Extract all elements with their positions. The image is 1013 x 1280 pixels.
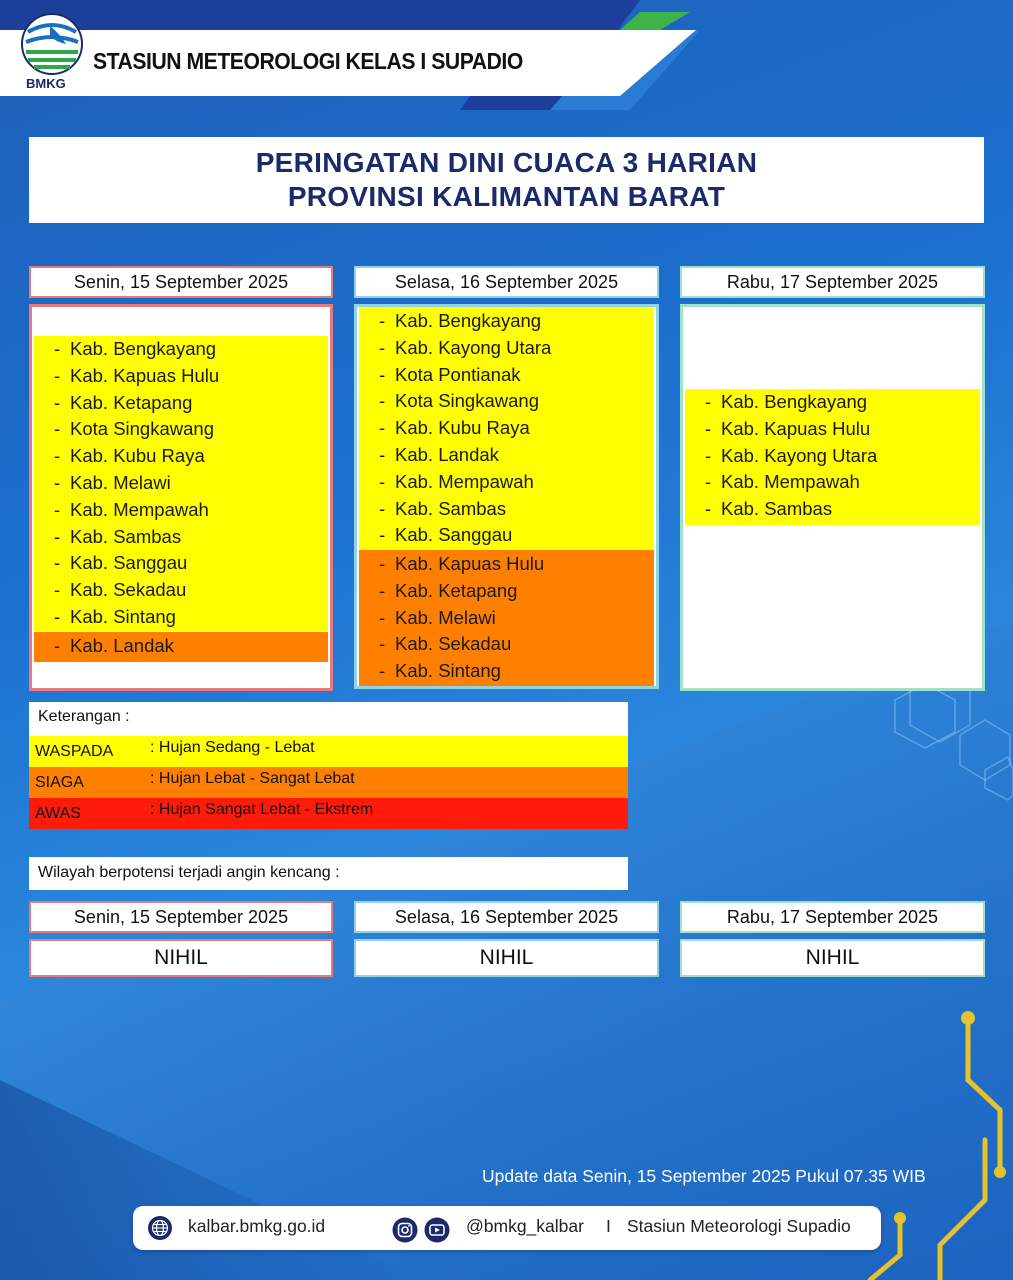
legend-desc: : Hujan Lebat - Sangat Lebat xyxy=(150,770,355,787)
legend-level: WASPADA xyxy=(35,743,114,760)
day-panel-1 xyxy=(29,304,333,691)
region-name: Kab. Kubu Raya xyxy=(395,417,530,439)
region-name: Kab. Sintang xyxy=(395,660,501,682)
list-dash: - xyxy=(379,660,386,682)
list-dash: - xyxy=(54,364,61,386)
youtube-icon[interactable] xyxy=(424,1217,450,1243)
logo-text: BMKG xyxy=(26,76,66,91)
region-list-item xyxy=(359,658,654,685)
siaga-band-1 xyxy=(34,632,328,662)
list-dash: - xyxy=(705,471,712,493)
region-list-item xyxy=(34,497,328,524)
legend-level: SIAGA xyxy=(35,774,84,791)
station-title: STASIUN METEOROLOGI KELAS I SUPADIO xyxy=(93,48,523,74)
legend-desc: : Hujan Sangat Lebat - Ekstrem xyxy=(150,801,374,818)
legend-row-waspada xyxy=(29,736,628,767)
list-dash: - xyxy=(379,579,386,601)
instagram-icon[interactable] xyxy=(392,1217,418,1243)
region-name: Kab. Kayong Utara xyxy=(395,336,552,358)
globe-icon xyxy=(147,1215,173,1241)
list-dash: - xyxy=(54,445,61,467)
region-list-item xyxy=(359,522,654,549)
region-name: Kab. Sambas xyxy=(721,498,833,520)
list-dash: - xyxy=(54,605,61,627)
region-list-item xyxy=(359,442,654,469)
title-line-2: PROVINSI KALIMANTAN BARAT xyxy=(287,181,726,212)
region-name: Kab. Kayong Utara xyxy=(721,444,878,466)
list-dash: - xyxy=(379,363,386,385)
legend-level: AWAS xyxy=(35,805,81,822)
social-handle[interactable]: @bmkg_kalbar xyxy=(466,1216,584,1236)
main-title-box xyxy=(29,137,984,223)
day-panel-2 xyxy=(354,304,659,689)
list-dash: - xyxy=(54,391,61,413)
legend-row-siaga xyxy=(29,767,628,798)
footer-bar xyxy=(133,1206,881,1250)
wind-value-1: NIHIL xyxy=(29,939,333,977)
legend-box xyxy=(29,702,628,828)
title-line-1: PERINGATAN DINI CUACA 3 HARIAN xyxy=(255,147,758,178)
region-list-item xyxy=(34,633,328,660)
region-name: Kab. Landak xyxy=(70,635,174,656)
wind-day-header-2: Selasa, 16 September 2025 xyxy=(354,901,659,933)
region-list-item xyxy=(685,496,980,523)
list-dash: - xyxy=(54,418,61,440)
region-list-item xyxy=(359,388,654,415)
region-list-item xyxy=(359,335,654,362)
wind-day-header-3: Rabu, 17 September 2025 xyxy=(680,901,985,933)
day-header-2: Selasa, 16 September 2025 xyxy=(354,266,659,298)
region-list-item xyxy=(34,336,328,363)
region-list-item xyxy=(359,551,654,578)
region-name: Kab. Kapuas Hulu xyxy=(721,417,871,439)
region-name: Kab. Sekadau xyxy=(70,579,187,601)
legend-desc: : Hujan Sedang - Lebat xyxy=(150,739,315,756)
list-dash: - xyxy=(379,417,386,439)
day-header-1: Senin, 15 September 2025 xyxy=(29,266,333,298)
region-list-item xyxy=(359,308,654,335)
website-link[interactable]: kalbar.bmkg.go.id xyxy=(188,1216,326,1236)
region-name: Kab. Bengkayang xyxy=(70,338,217,359)
list-dash: - xyxy=(54,525,61,547)
list-dash: - xyxy=(379,390,386,412)
footer-separator: I xyxy=(606,1216,611,1236)
list-dash: - xyxy=(379,336,386,358)
region-name: Kab. Sintang xyxy=(70,605,176,627)
region-list-item xyxy=(359,605,654,632)
list-dash: - xyxy=(705,444,712,466)
region-list-item xyxy=(359,631,654,658)
region-list-item xyxy=(34,390,328,417)
siaga-band-2 xyxy=(359,550,654,686)
region-name: Kab. Landak xyxy=(395,443,499,465)
waspada-band-3 xyxy=(685,389,980,525)
region-name: Kab. Melawi xyxy=(70,471,171,493)
waspada-band-2 xyxy=(359,307,654,550)
legend-row-awas xyxy=(29,798,628,829)
region-list-item xyxy=(685,416,980,443)
list-dash: - xyxy=(379,310,386,331)
wind-value-2: NIHIL xyxy=(354,939,659,977)
region-name: Kab. Mempawah xyxy=(721,471,860,493)
region-name: Kab. Mempawah xyxy=(395,470,534,492)
list-dash: - xyxy=(705,498,712,520)
region-list-item xyxy=(685,389,980,416)
day-panel-3 xyxy=(680,304,985,691)
list-dash: - xyxy=(379,443,386,465)
header-band xyxy=(0,0,700,110)
waspada-band-1 xyxy=(34,336,328,631)
region-list-item xyxy=(34,416,328,443)
region-name: Kab. Kapuas Hulu xyxy=(395,553,545,574)
wind-value-3: NIHIL xyxy=(680,939,985,977)
region-name: Kab. Bengkayang xyxy=(721,391,868,412)
list-dash: - xyxy=(54,338,61,359)
region-list-item xyxy=(34,550,328,577)
wind-day-header-1: Senin, 15 September 2025 xyxy=(29,901,333,933)
region-list-item xyxy=(685,443,980,470)
list-dash: - xyxy=(705,391,712,412)
wind-title: Wilayah berpotensi terjadi angin kencang : xyxy=(29,857,628,890)
list-dash: - xyxy=(379,470,386,492)
list-dash: - xyxy=(54,498,61,520)
footer-station-name: Stasiun Meteorologi Supadio xyxy=(627,1216,851,1236)
region-list-item xyxy=(359,469,654,496)
region-name: Kota Singkawang xyxy=(395,390,539,412)
region-list-item xyxy=(359,415,654,442)
region-name: Kab. Ketapang xyxy=(70,391,193,413)
list-dash: - xyxy=(54,579,61,601)
list-dash: - xyxy=(54,635,61,656)
region-name: Kab. Mempawah xyxy=(70,498,209,520)
region-name: Kab. Kubu Raya xyxy=(70,445,205,467)
region-name: Kab. Sambas xyxy=(70,525,182,547)
list-dash: - xyxy=(379,553,386,574)
list-dash: - xyxy=(54,471,61,493)
region-list-item xyxy=(34,443,328,470)
region-name: Kota Singkawang xyxy=(70,418,214,440)
region-list-item xyxy=(359,362,654,389)
region-name: Kab. Melawi xyxy=(395,606,496,628)
region-list-item xyxy=(359,496,654,523)
region-name: Kota Pontianak xyxy=(395,363,521,385)
list-dash: - xyxy=(379,497,386,519)
update-text: Update data Senin, 15 September 2025 Pukul 07.35 WIB xyxy=(482,1166,926,1186)
legend-title: Keterangan : xyxy=(38,708,130,725)
region-name: Kab. Sekadau xyxy=(395,633,512,655)
region-list-item xyxy=(34,470,328,497)
region-list-item xyxy=(34,577,328,604)
list-dash: - xyxy=(379,524,386,546)
day-header-3: Rabu, 17 September 2025 xyxy=(680,266,985,298)
list-dash: - xyxy=(54,552,61,574)
region-name: Kab. Sanggau xyxy=(395,524,513,546)
region-list-item xyxy=(34,524,328,551)
region-name: Kab. Kapuas Hulu xyxy=(70,364,220,386)
region-list-item xyxy=(34,604,328,631)
region-name: Kab. Sambas xyxy=(395,497,507,519)
region-list-item xyxy=(359,578,654,605)
list-dash: - xyxy=(705,417,712,439)
list-dash: - xyxy=(379,606,386,628)
region-list-item xyxy=(34,363,328,390)
region-name: Kab. Sanggau xyxy=(70,552,188,574)
region-list-item xyxy=(685,469,980,496)
list-dash: - xyxy=(379,633,386,655)
region-name: Kab. Ketapang xyxy=(395,579,518,601)
region-name: Kab. Bengkayang xyxy=(395,310,542,331)
